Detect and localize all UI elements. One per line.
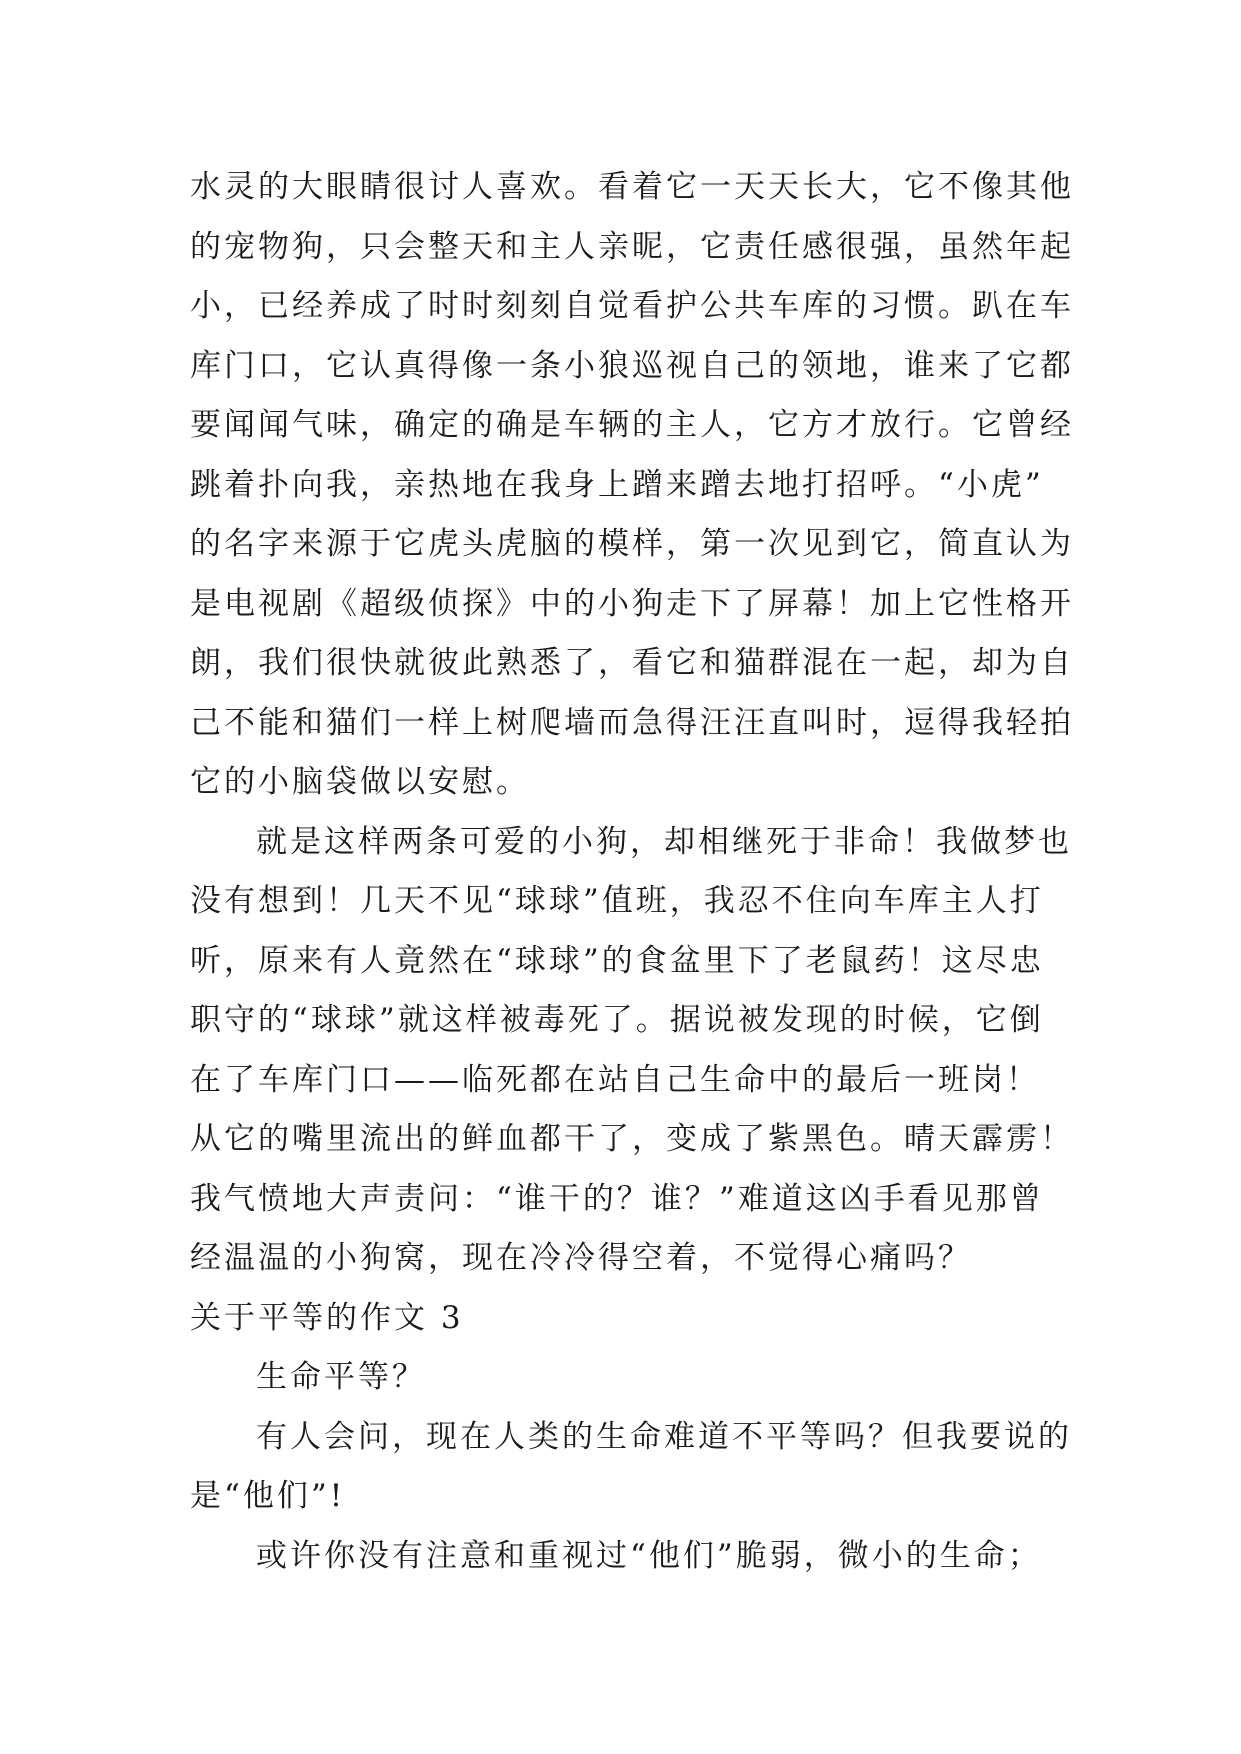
- text-line: 是电视剧《超级侦探》中的小狗走下了屏幕！加上它性格开: [190, 585, 1074, 622]
- text-line: 职守的“球球”就这样被毒死了。据说被发现的时候，它倒: [190, 1002, 1044, 1038]
- text-line: 我气愤地大声责问：“谁干的？谁？”难道这凶手看见那曾: [190, 1180, 1044, 1217]
- text-line: 经温温的小狗窝，现在冷冷得空着，不觉得心痛吗？: [190, 1240, 972, 1276]
- text-line: 的名字来源于它虎头虎脑的模样，第一次见到它，简直认为: [190, 526, 1074, 562]
- text-line: 的宠物狗，只会整天和主人亲昵，它责任感很强，虽然年起: [190, 228, 1074, 265]
- text-line: 水灵的大眼睛很讨人喜欢。看着它一天天长大，它不像其他: [190, 169, 1074, 205]
- essay-title-line: 生命平等？: [256, 1359, 426, 1395]
- section-heading: 关于平等的作文 3: [190, 1299, 464, 1336]
- text-line: 从它的嘴里流出的鲜血都干了，变成了紫黑色。晴天霹雳！: [190, 1121, 1074, 1157]
- text-line: 跳着扑向我，亲热地在我身上蹭来蹭去地打招呼。“小虎”: [190, 466, 1044, 503]
- paragraph-start-line: 就是这样两条可爱的小狗，却相继死于非命！我做梦也: [256, 823, 1072, 860]
- text-line: 库门口，它认真得像一条小狼巡视自己的领地，谁来了它都: [190, 347, 1074, 384]
- paragraph-start-line: 或许你没有注意和重视过“他们”脆弱，微小的生命；: [256, 1537, 1042, 1574]
- text-line: 朗，我们很快就彼此熟悉了，看它和猫群混在一起，却为自: [190, 645, 1074, 681]
- text-line: 在了车库门口——临死都在站自己生命中的最后一班岗！: [190, 1061, 1040, 1098]
- text-line: 没有想到！几天不见“球球”值班，我忍不住向车库主人打: [190, 883, 1044, 919]
- text-line: 它的小脑袋做以安慰。: [190, 764, 530, 800]
- text-line: 听，原来有人竟然在“球球”的食盆里下了老鼠药！这尽忠: [190, 942, 1044, 979]
- text-line: 要闻闻气味，确定的确是车辆的主人，它方才放行。它曾经: [190, 407, 1074, 443]
- paragraph-start-line: 有人会问，现在人类的生命难道不平等吗？但我要说的: [256, 1418, 1072, 1455]
- text-line: 小，已经养成了时时刻刻自觉看护公共车库的习惯。趴在车: [190, 288, 1074, 324]
- text-line: 己不能和猫们一样上树爬墙而急得汪汪直叫时，逗得我轻拍: [190, 704, 1074, 741]
- text-line: 是“他们”!: [190, 1478, 346, 1514]
- essay-body: [190, 158, 1074, 1586]
